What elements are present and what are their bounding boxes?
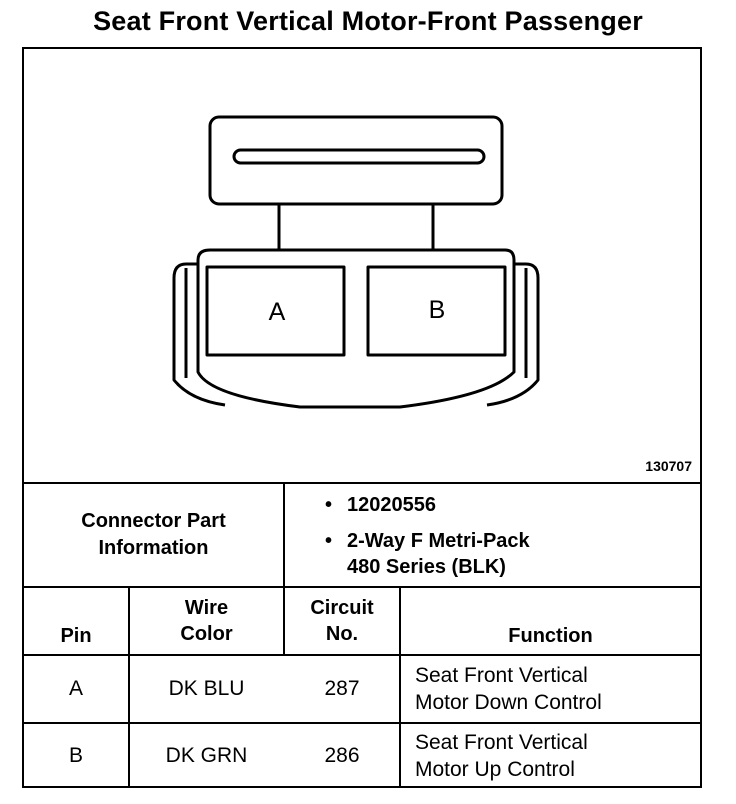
table-row-a-wire-color: DK BLU (168, 677, 245, 700)
header-circuit-line1: Circuit (310, 597, 374, 619)
part-info-label-line1: Connector Part (81, 510, 226, 532)
header-circuit (285, 588, 399, 654)
diagram-title: Seat Front Vertical Motor-Front Passenger (93, 6, 643, 36)
table-row-a-function (401, 656, 700, 722)
cavity-b-label: B (428, 296, 446, 324)
header-wire-line1: Wire (184, 597, 229, 619)
row-a-function-line2: Motor Down Control (415, 691, 602, 714)
table-row-b-pin: B (68, 744, 83, 767)
table-row-b-wire-color: DK GRN (165, 744, 248, 767)
row-b-function-line1: Seat Front Vertical (415, 731, 588, 754)
connector-housing (198, 250, 514, 407)
part-description-line1: 2-Way F Metri-Pack (347, 530, 530, 552)
latch-slot (234, 150, 484, 163)
header-wire-line2: Color (180, 623, 233, 645)
part-info-label-line2: Information (98, 537, 209, 559)
header-pin (24, 588, 128, 654)
header-function-label: Function (508, 625, 593, 647)
header-circuit-line2: No. (325, 623, 359, 645)
part-info-label (24, 484, 283, 586)
header-pin-label: Pin (60, 625, 92, 647)
table-row-b-circuit: 286 (324, 744, 360, 767)
cavity-a-label: A (268, 298, 286, 326)
table-row-b-function (401, 724, 700, 788)
part-number: 12020556 (347, 494, 436, 516)
part-description-item: • 2-Way F Metri-Pack (325, 530, 530, 552)
figure-id: 130707 (645, 458, 692, 474)
connector-illustration (24, 49, 700, 481)
part-number-item: • 12020556 (325, 494, 436, 516)
connector-latch (210, 117, 502, 204)
header-function (401, 588, 700, 654)
part-description-item-cont (347, 556, 506, 579)
part-description-line2: 480 Series (BLK) (347, 556, 506, 578)
row-a-function-line1: Seat Front Vertical (415, 664, 588, 687)
table-row-a-pin: A (68, 677, 83, 700)
header-wire-color (130, 588, 283, 654)
row-b-function-line2: Motor Up Control (415, 758, 575, 781)
table-row-a-circuit: 287 (324, 677, 360, 700)
